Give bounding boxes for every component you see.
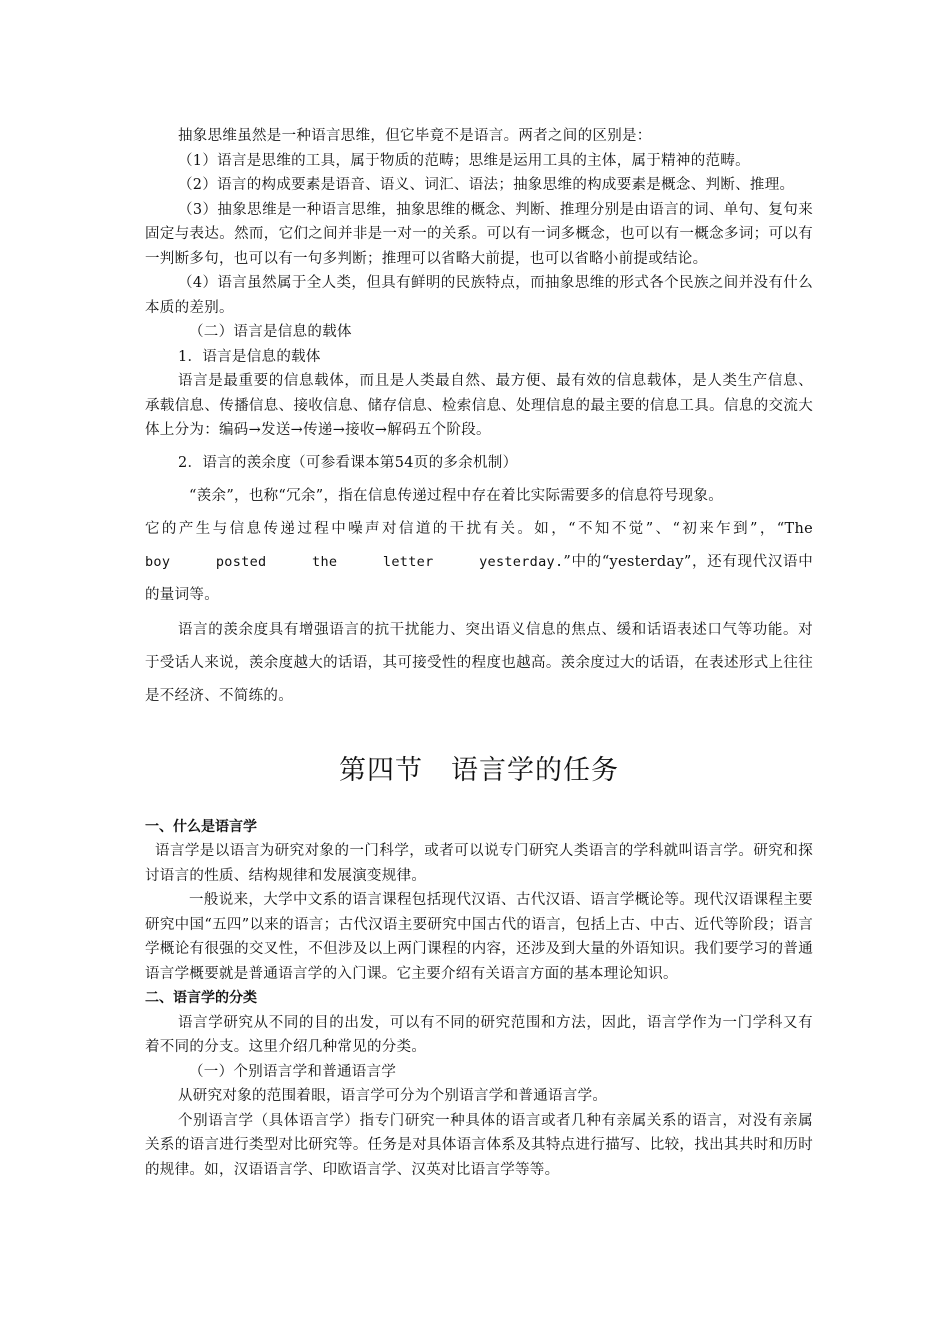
english-example: boy posted the letter yesterday.	[145, 553, 564, 570]
list-item-1: （1）语言是思维的工具，属于物质的范畴；思维是运用工具的主体，属于精神的范畴。	[178, 152, 750, 169]
redundancy-line-1: “羡余”，也称“冗余”，指在信息传递过程中存在着比实际需要多的信息符号现象。	[189, 487, 724, 504]
list-item-3: （3）抽象思维是一种语言思维，抽象思维的概念、判断、推理分别是由语言的词、单句、复句来固定与表达。然而，它们之间并非是一对一的关系。可以有一词多概念，也可以有一概念多词；可以有一判断多句，也可以有一句多判断；推理可以省略大前提，也可以省略小前提或结论。	[145, 201, 813, 267]
chapter-title: 第四节 语言学的任务	[339, 754, 619, 786]
paragraph-info-carrier: 语言是最重要的信息载体，而且是人类最自然、最方便、最有效的信息载体，是人类生产信息、承载信息、传播信息、接收信息、储存信息、检索信息、处理信息的最主要的信息工具。信息的交流大体上分为：编码→发送→传递→接收→解码五个阶段。	[145, 373, 813, 438]
section2-paragraph-2: 从研究对象的范围着眼，语言学可分为个别语言学和普通语言学。	[178, 1088, 608, 1104]
section1-paragraph-1: 语言学是以语言为研究对象的一门科学，或者可以说专门研究人类语言的学科就叫语言学。研究和探讨语言的性质、结构规律和发展演变规律。	[145, 843, 813, 884]
section1-paragraph-2: 一般说来，大学中文系的语言课程包括现代汉语、古代汉语、语言学概论等。现代汉语课程主要研究中国“五四”以来的语言；古代汉语主要研究中国古代的语言，包括上古、中古、近代等阶段；语言学概论有很强的交叉性，不但涉及以上两门课程的内容，还涉及到大量的外语知识。我们要学习的普通语言学概要就是普通语言学的入门课。它主要介绍有关语言方面的基本理论知识。	[145, 892, 813, 982]
page-content	[145, 124, 813, 1182]
subsection-heading-2: （二）语言是信息的载体	[189, 324, 352, 340]
paragraph-intro: 抽象思维虽然是一种语言思维，但它毕竟不是语言。两者之间的区别是：	[178, 128, 652, 144]
section-heading-2: 二、语言学的分类	[145, 990, 257, 1006]
list-item-4: （4）语言虽然属于全人类，但具有鲜明的民族特点，而抽象思维的形式各个民族之间并没有什么本质的差别。	[145, 275, 813, 316]
redundancy-block	[145, 480, 813, 713]
section2-paragraph-3: 个别语言学（具体语言学）指专门研究一种具体的语言或者几种有亲属关系的语言，对没有亲属关系的语言进行类型对比研究等。任务是对具体语言体系及其特点进行描写、比较，找出其共时和历时的规律。如，汉语语言学、印欧语言学、汉英对比语言学等等。	[145, 1112, 813, 1178]
redundancy-paragraph-2: 语言的羡余度具有增强语言的抗干扰能力、突出语义信息的焦点、缓和话语表述口气等功能。对于受话人来说，羡余度越大的话语，其可接受性的程度也越高。羡余度过大的话语，在表述形式上往往是不经济、不简练的。	[145, 621, 813, 704]
list-item-2: （2）语言的构成要素是语音、语义、词汇、语法；抽象思维的构成要素是概念、判断、推理。	[178, 177, 795, 193]
section-heading-1: 一、什么是语言学	[145, 818, 257, 835]
sub-item-2-heading: 2．语言的羡余度（可参看课本第54页的多余机制）	[178, 454, 518, 471]
section2-paragraph-1: 语言学研究从不同的目的出发，可以有不同的研究范围和方法，因此，语言学作为一门学科又有着不同的分支。这里介绍几种常见的分类。	[145, 1014, 813, 1055]
redundancy-line-3	[145, 546, 813, 612]
redundancy-line-3-rest: ”中的“yesterday”，还有现代汉语中的量词等。	[145, 553, 813, 603]
redundancy-line-2: 它的产生与信息传递过程中噪声对信道的干扰有关。如，“不知不觉”、“初来乍到”，“The	[145, 520, 813, 537]
sub-item-1-heading: 1．语言是信息的载体	[178, 348, 321, 365]
section2-subheading-1: （一）个别语言学和普通语言学	[189, 1063, 397, 1080]
